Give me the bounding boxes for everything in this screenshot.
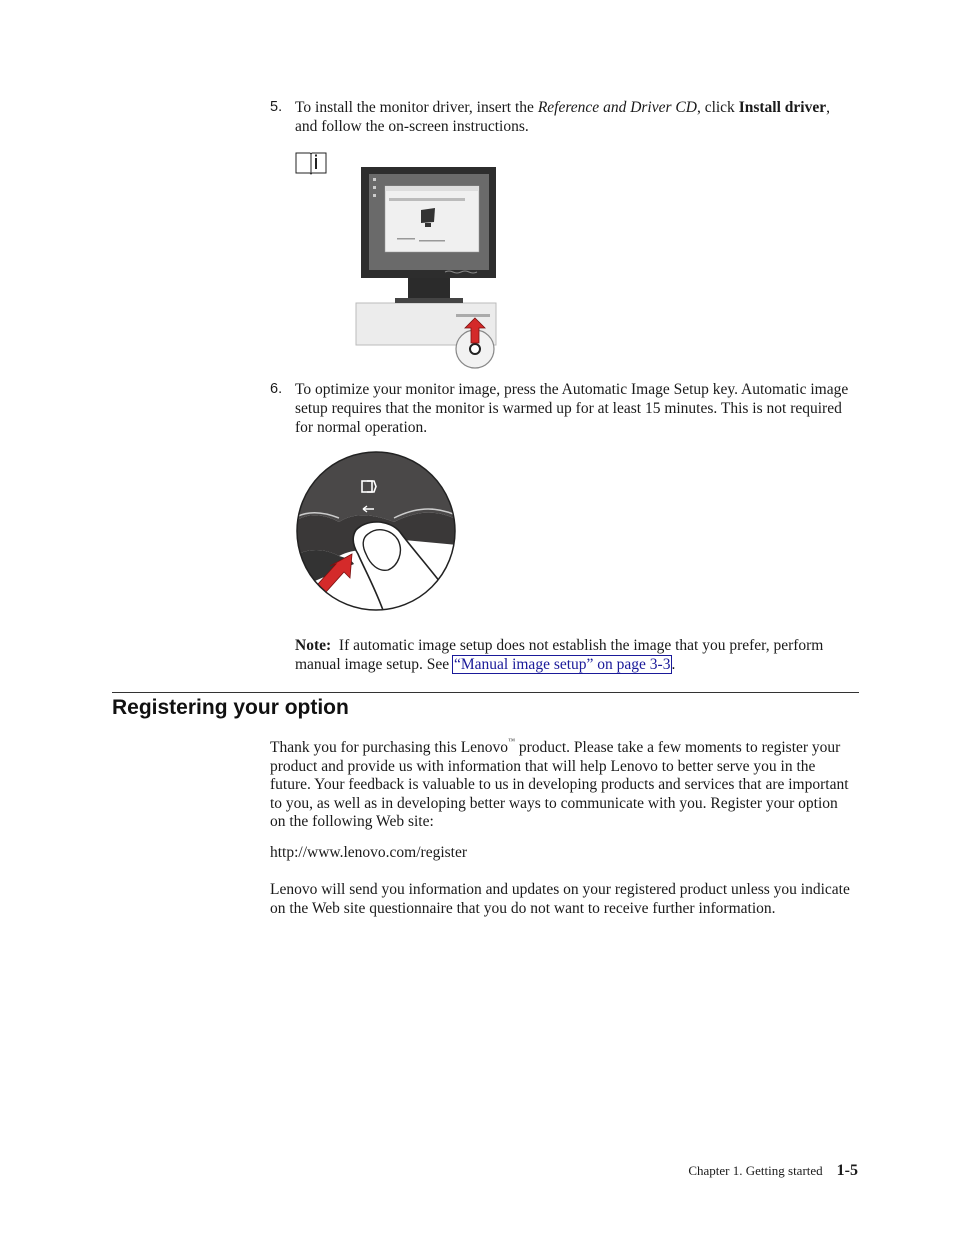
auto-image-setup-key-illustration <box>294 450 458 613</box>
note-label: Note: <box>295 637 332 654</box>
trademark-symbol: ™ <box>508 737 515 745</box>
updates-paragraph: Lenovo will send you information and updates on your registered product unless you indicate on the Web site questionnaire that you do not want to receive further information. <box>270 881 850 917</box>
step-text: To install the monitor driver, insert the Reference and Driver CD, click Install driver, and follow the on-screen instructions. <box>295 99 830 135</box>
step-6 <box>270 380 850 437</box>
information-book-icon <box>295 151 327 175</box>
monitor-cd-illustration <box>355 166 500 370</box>
registration-paragraph: Thank you for purchasing this Lenovo™ product. Please take a few moments to register your product and provide us with information that will help Lenovo to better serve you in the future. Your feedback is valuable to us in developing products and services that are important to you, as well as in developing better ways to communicate with you. Register your option on the following Web site: <box>270 737 849 831</box>
page-number: 1-5 <box>836 1162 858 1179</box>
install-driver-label: Install driver <box>738 99 827 116</box>
step-text: To optimize your monitor image, press the Automatic Image Setup key. Automatic image setup requires that the monitor is warmed up for at least 15 minutes. This is not required for normal operation. <box>295 381 849 436</box>
page-footer <box>600 1162 858 1180</box>
chapter-title: Chapter 1. Getting started <box>688 1163 823 1178</box>
manual-image-setup-link[interactable]: “Manual image setup” on page 3-3 <box>453 656 671 673</box>
register-url: http://www.lenovo.com/register <box>270 844 468 861</box>
step-number: 5. <box>270 99 283 115</box>
note: Note: If automatic image setup does not establish the image that you prefer, perform manual image setup. See “Manual image setup” on page 3-3. <box>295 637 824 673</box>
step-5 <box>270 98 850 136</box>
cd-name: Reference and Driver CD <box>537 99 697 116</box>
section-divider <box>112 692 859 693</box>
step-number: 6. <box>270 381 283 397</box>
section-heading: Registering your option <box>112 696 349 719</box>
